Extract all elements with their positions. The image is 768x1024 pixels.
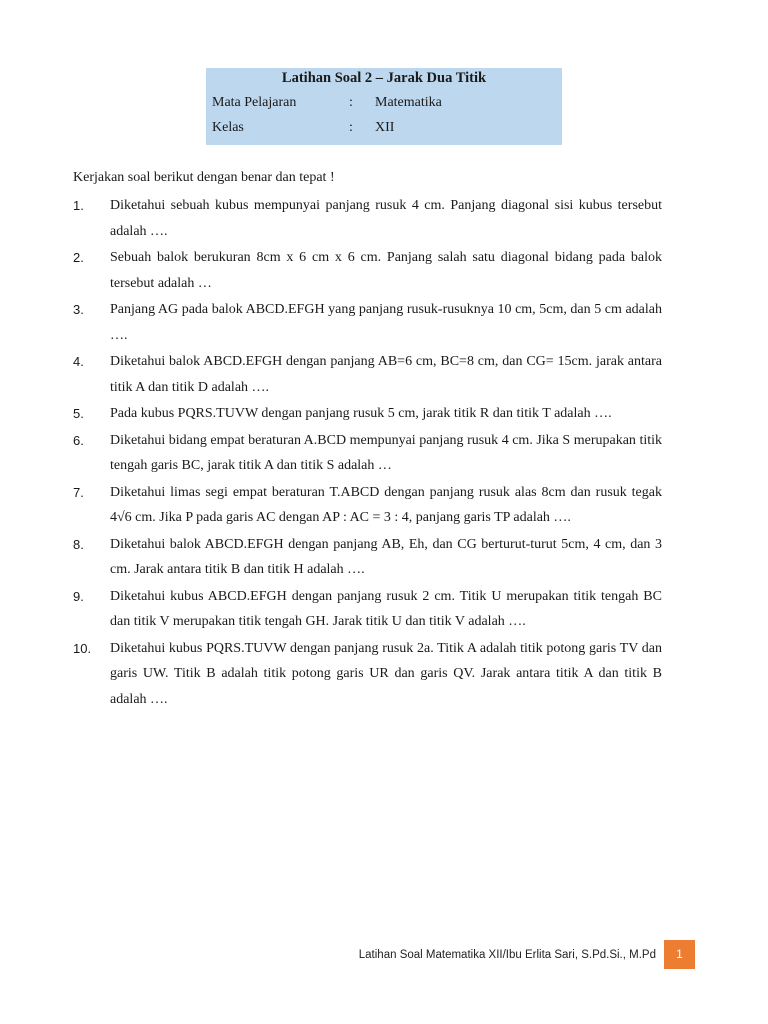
question-list — [73, 193, 662, 713]
question-text: Diketahui bidang empat beraturan A.BCD mempunyai panjang rusuk 4 cm. Jika S merupakan titik tengah garis BC, jarak titik A dan titik S adalah … — [110, 432, 662, 473]
question-item — [73, 297, 662, 348]
question-item — [73, 584, 662, 635]
footer-text: Latihan Soal Matematika XII/Ibu Erlita Sari, S.Pd.Si., M.Pd — [358, 949, 656, 961]
worksheet-title: Latihan Soal 2 – Jarak Dua Titik — [281, 70, 487, 86]
subject-label: Mata Pelajaran — [212, 95, 297, 110]
question-number: 5. — [73, 406, 84, 421]
class-row — [212, 115, 556, 140]
question-item — [73, 349, 662, 400]
question-number: 4. — [73, 354, 84, 369]
question-number: 3. — [73, 302, 84, 317]
question-text: Diketahui limas segi empat beraturan T.ABCD dengan panjang rusuk alas 8cm dan rusuk tegak 4√6 cm. Jika P pada garis AC dengan AP : AC = 3 : 4, panjang garis TP adalah …. — [110, 484, 662, 525]
subject-value: Matematika — [375, 95, 442, 110]
subject-colon: : — [349, 95, 353, 110]
question-item — [73, 480, 662, 531]
question-item — [73, 193, 662, 244]
question-text: Sebuah balok berukuran 8cm x 6 cm x 6 cm. Panjang salah satu diagonal bidang pada balok tersebut adalah … — [110, 250, 662, 291]
class-colon: : — [349, 120, 353, 135]
question-text: Diketahui kubus PQRS.TUVW dengan panjang rusuk 2a. Titik A adalah titik potong garis TV dan garis UW. Titik B adalah titik potong garis UR dan garis QV. Jarak antara titik A dan titik B adalah …. — [110, 640, 662, 707]
question-number: 6. — [73, 432, 84, 448]
instruction-text: Kerjakan soal berikut dengan benar dan tepat ! — [73, 170, 335, 185]
question-text: Diketahui balok ABCD.EFGH dengan panjang AB, Eh, dan CG berturut-turut 5cm, 4 cm, dan 3 cm. Jarak antara titik B dan titik H adalah …. — [110, 536, 662, 577]
class-value: XII — [375, 120, 395, 135]
question-number: 10. — [73, 640, 92, 656]
question-text: Diketahui kubus ABCD.EFGH dengan panjang rusuk 2 cm. Titik U merupakan titik tengah BC dan titik V merupakan titik tengah GH. Jarak titik U dan titik V adalah …. — [110, 588, 662, 629]
class-label: Kelas — [212, 120, 244, 135]
question-item — [73, 401, 662, 427]
question-text: Pada kubus PQRS.TUVW dengan panjang rusuk 5 cm, jarak titik R dan titik T adalah …. — [110, 406, 612, 421]
page-number-badge: 1 — [664, 940, 695, 969]
question-item — [73, 428, 662, 479]
question-number: 2. — [73, 250, 84, 265]
question-number: 1. — [73, 198, 84, 213]
question-item — [73, 636, 662, 713]
question-text: Diketahui balok ABCD.EFGH dengan panjang AB=6 cm, BC=8 cm, dan CG= 15cm. jarak antara titik A dan titik D adalah …. — [110, 354, 662, 395]
question-text: Diketahui sebuah kubus mempunyai panjang rusuk 4 cm. Panjang diagonal sisi kubus tersebut adalah …. — [110, 198, 662, 239]
question-item — [73, 245, 662, 296]
question-text: Panjang AG pada balok ABCD.EFGH yang panjang rusuk-rusuknya 10 cm, 5cm, dan 5 cm adalah …. — [110, 302, 662, 343]
question-item — [73, 532, 662, 583]
header-info-box — [206, 68, 562, 145]
subject-row — [212, 90, 556, 115]
question-number: 7. — [73, 484, 84, 500]
question-number: 8. — [73, 536, 84, 552]
question-number: 9. — [73, 588, 84, 604]
